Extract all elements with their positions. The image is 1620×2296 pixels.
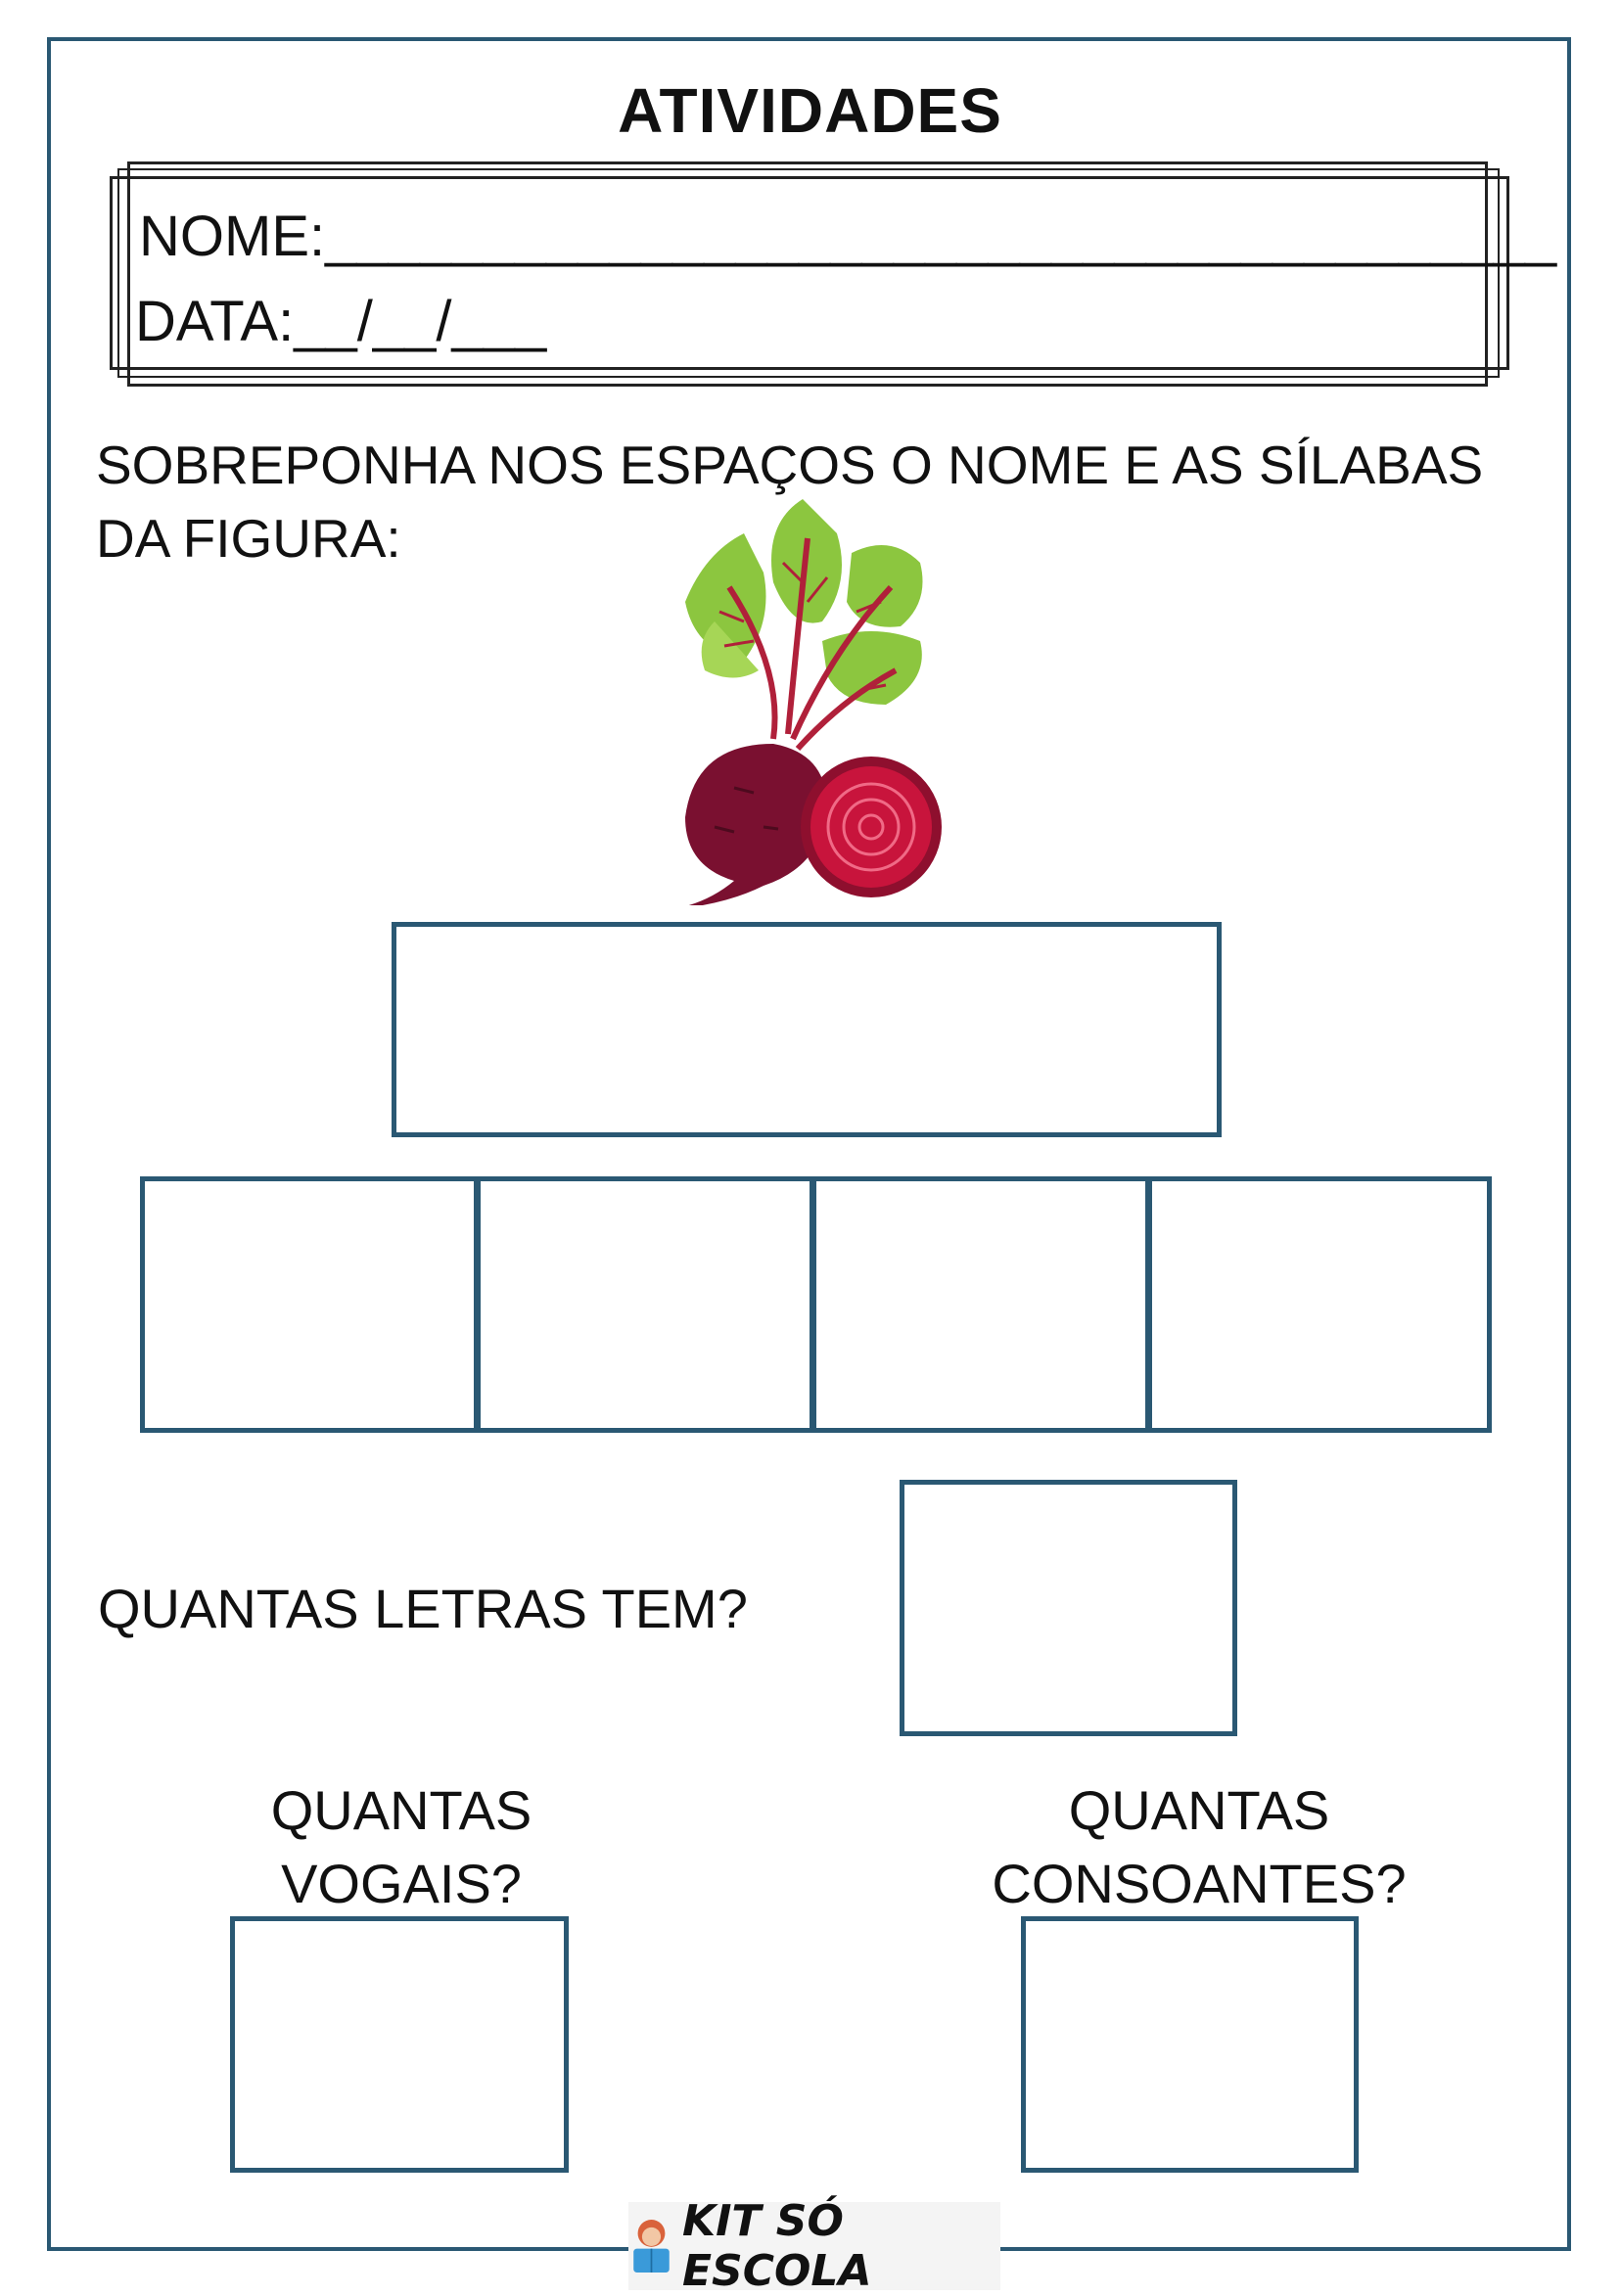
date-field[interactable]: DATA:__/__/___	[135, 290, 547, 353]
syllable-box-1[interactable]	[140, 1176, 479, 1433]
vowels-answer-box[interactable]	[230, 1916, 569, 2173]
syllable-box-2[interactable]	[476, 1176, 814, 1433]
syllable-box-4[interactable]	[1147, 1176, 1492, 1433]
brand-logo	[628, 2196, 1000, 2296]
beet-icon	[626, 494, 969, 905]
letters-answer-box[interactable]	[900, 1480, 1237, 1736]
instruction-text: SOBREPONHA NOS ESPAÇOS O NOME E AS SÍLABAS DA FIGURA:	[96, 435, 1484, 569]
letters-question: QUANTAS LETRAS TEM?	[98, 1578, 748, 1639]
vowels-question: QUANTAS VOGAIS?	[270, 1779, 532, 1914]
reading-child-icon	[628, 2212, 674, 2280]
name-field[interactable]: NOME:_______________________________________	[139, 205, 1557, 268]
consonants-question: QUANTAS CONSOANTES?	[992, 1779, 1407, 1914]
word-answer-box[interactable]	[392, 922, 1222, 1137]
syllable-box-3[interactable]	[811, 1176, 1150, 1433]
consonants-answer-box[interactable]	[1021, 1916, 1359, 2173]
brand-name: KIT SÓ ESCOLA	[681, 2196, 872, 2296]
page-title: ATIVIDADES	[618, 75, 1002, 146]
